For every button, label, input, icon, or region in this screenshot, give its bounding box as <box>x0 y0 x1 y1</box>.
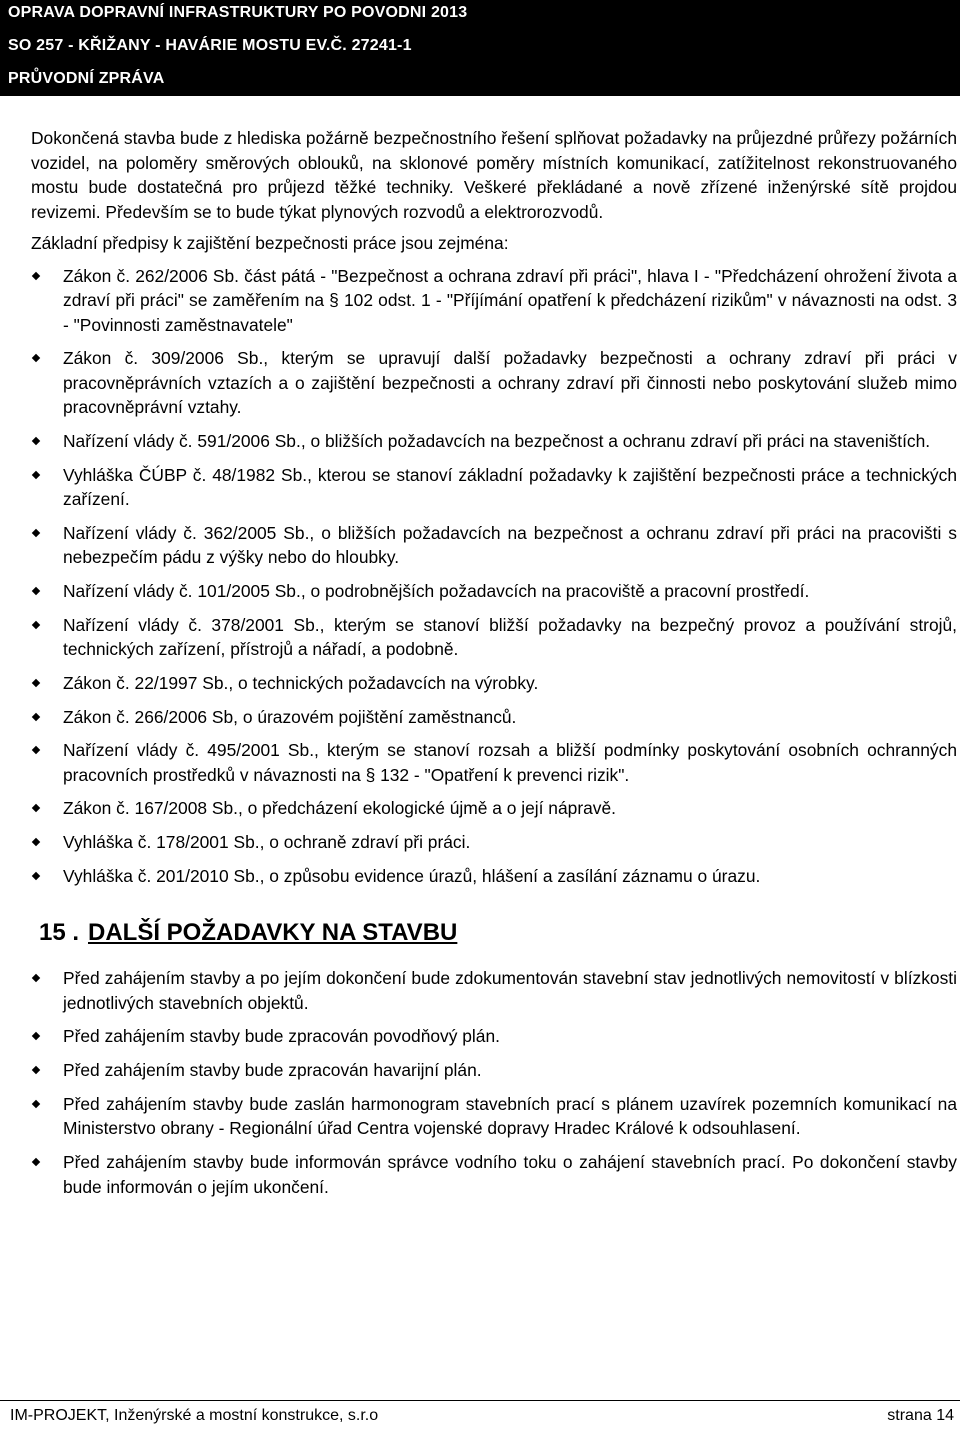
list-item: Vyhláška č. 201/2010 Sb., o způsobu evidence úrazů, hlášení a zasílání záznamu o úrazu. <box>31 864 957 889</box>
list-item: Zákon č. 309/2006 Sb., kterým se upravují další požadavky bezpečnosti a ochrany zdraví při práci v pracovněprávních vztazích a o zajištění bezpečnosti a ochrany zdraví při činnosti nebo poskytování služeb mimo pracovněprávní vztahy. <box>31 346 957 420</box>
list-item: Nařízení vlády č. 495/2001 Sb., kterým se stanoví rozsah a bližší podmínky poskytování osobních ochranných pracovních prostředků v návaznosti na § 132 - "Opatření k prevenci rizik". <box>31 738 957 787</box>
list-item: Nařízení vlády č. 101/2005 Sb., o podrobnějších požadavcích na pracoviště a pracovní prostředí. <box>31 579 957 604</box>
header-object-title: SO 257 - KŘIŽANY - HAVÁRIE MOSTU EV.Č. 27241-1 <box>8 37 412 54</box>
list-item: Před zahájením stavby a po jejím dokončení bude zdokumentován stavební stav jednotlivých nemovitostí v blízkosti jednotlivých stavebních objektů. <box>31 966 957 1015</box>
list-item: Zákon č. 167/2008 Sb., o předcházení ekologické újmě a o její nápravě. <box>31 796 957 821</box>
header-project-title: OPRAVA DOPRAVNÍ INFRASTRUKTURY PO POVODNI 2013 <box>8 4 468 21</box>
document-body <box>31 126 957 1208</box>
list-item: Před zahájením stavby bude zaslán harmonogram stavebních prací s plánem uzavírek pozemních komunikací na Ministerstvo obrany - Regionální úřad Centra vojenské dopravy Hradec Králové k odsouhlasení. <box>31 1092 957 1141</box>
list-item: Před zahájením stavby bude zpracován havarijní plán. <box>31 1058 957 1083</box>
list-item: Nařízení vlády č. 362/2005 Sb., o bližších požadavcích na bezpečnost a ochranu zdraví při práci na pracovišti s nebezpečím pádu z výšky nebo do hloubky. <box>31 521 957 570</box>
list-item: Před zahájením stavby bude informován správce vodního toku o zahájení stavebních prací. Po dokončení stavby bude informován o jejím ukončení. <box>31 1150 957 1199</box>
list-item: Zákon č. 22/1997 Sb., o technických požadavcích na výrobky. <box>31 671 957 696</box>
section-title: DALŠÍ POŽADAVKY NA STAVBU <box>88 919 458 947</box>
fire-safety-paragraph: Dokončená stavba bude z hlediska požárně bezpečnostního řešení splňovat požadavky na průjezdné průřezy požárních vozidel, na poloměry směrových oblouků, na sklonové poměry místních komunikací, zatížitelnost rekonstruovaného mostu bude dostatečná pro průjezd těžké techniky. Veškeré překládané a nově zřízené inženýrské sítě projdou revizemi. Především se to bude týkat plynových rozvodů a elektrorozvodů. <box>31 128 957 222</box>
list-item: Vyhláška ČÚBP č. 48/1982 Sb., kterou se stanoví základní požadavky k zajištění bezpečnosti práce a technických zařízení. <box>31 463 957 512</box>
page-footer <box>0 1400 960 1430</box>
requirements-list <box>31 966 957 1199</box>
section-heading <box>31 919 957 953</box>
list-item: Zákon č. 266/2006 Sb, o úrazovém pojištění zaměstnanců. <box>31 705 957 730</box>
page-number: strana 14 <box>887 1407 954 1424</box>
list-item: Nařízení vlády č. 378/2001 Sb., kterým se stanoví bližší požadavky na bezpečný provoz a používání strojů, technických zařízení, přístrojů a nářadí, a podobně. <box>31 613 957 662</box>
header-document-type: PRŮVODNÍ ZPRÁVA <box>8 70 165 87</box>
regulations-intro: Základní předpisy k zajištění bezpečnosti práce jsou zejména: <box>31 233 509 253</box>
footer-company: IM-PROJEKT, Inženýrské a mostní konstrukce, s.r.o <box>10 1407 379 1424</box>
list-item: Nařízení vlády č. 591/2006 Sb., o bližších požadavcích na bezpečnost a ochranu zdraví při práci na staveništích. <box>31 429 957 454</box>
regulations-list <box>31 264 957 889</box>
list-item: Před zahájením stavby bude zpracován povodňový plán. <box>31 1024 957 1049</box>
list-item: Vyhláška č. 178/2001 Sb., o ochraně zdraví při práci. <box>31 830 957 855</box>
list-item: Zákon č. 262/2006 Sb. část pátá - "Bezpečnost a ochrana zdraví při práci", hlava I - "Předcházení ohrožení života a zdraví při práci" se zaměřením na § 102 odst. 1 - "Příjímání opatření k předcházení rizikům" v návaznosti na odst. 3 - "Povinnosti zaměstnavatele" <box>31 264 957 338</box>
section-number: 15 . <box>39 919 80 947</box>
page-header <box>0 0 960 96</box>
